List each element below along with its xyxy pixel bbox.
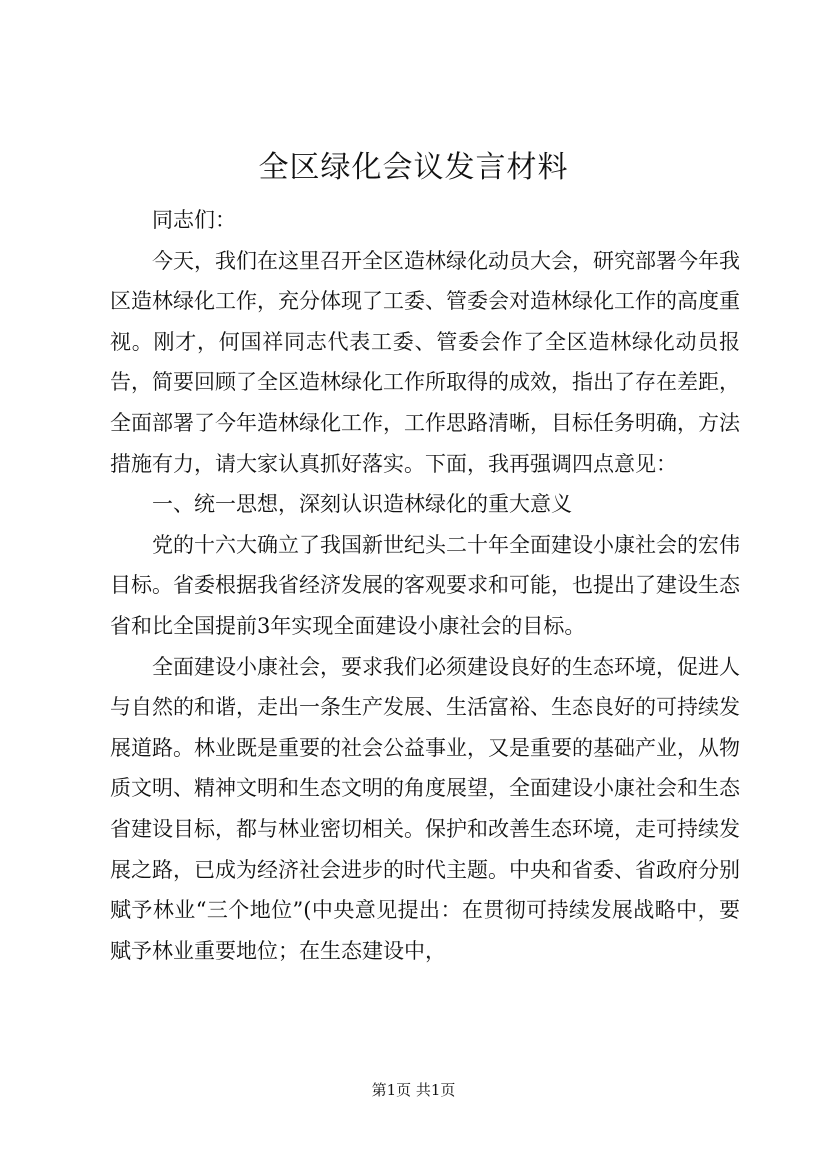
document-title: 全区绿化会议发言材料: [258, 150, 569, 185]
section-heading: 一、统一思想，深刻认识造林绿化的重大意义: [152, 492, 572, 517]
document-body: [110, 200, 740, 971]
greeting-paragraph: 同志们：: [152, 208, 236, 232]
body-paragraph: 今天，我们在这里召开全区造林绿化动员大会，研究部署今年我区造林绿化工作，充分体现了工委、管委会对造林绿化工作的高度重视。刚才，何国祥同志代表工委、管委会作了全区造林绿化动员报告，简要回顾了全区造林绿化工作所取得的成效，指出了存在差距，全面部署了今年造林绿化工作，工作思路清晰，目标任务明确，方法措施有力，请大家认真抓好落实。下面，我再强调四点意见：: [110, 248, 740, 476]
body-paragraph: 党的十六大确立了我国新世纪头二十年全面建设小康社会的宏伟目标。省委根据我省经济发展的客观要求和可能，也提出了建设生态省和比全国提前3年实现全面建设小康社会的目标。: [110, 532, 740, 638]
body-paragraph: 全面建设小康社会，要求我们必须建设良好的生态环境，促进人与自然的和谐，走出一条生产发展、生活富裕、生态良好的可持续发展道路。林业既是重要的社会公益事业，又是重要的基础产业，从物质文明、精神文明和生态文明的角度展望，全面建设小康社会和生态省建设目标，都与林业密切相关。保护和改善生态环境，走可持续发展之路，已成为经济社会进步的时代主题。中央和省委、省政府分别赋予林业“三个地位”(中央意见提出：在贯彻可持续发展战略中，要赋予林业重要地位；在生态建设中，: [110, 654, 740, 963]
page-footer: 第1页 共1页: [371, 1081, 456, 1099]
